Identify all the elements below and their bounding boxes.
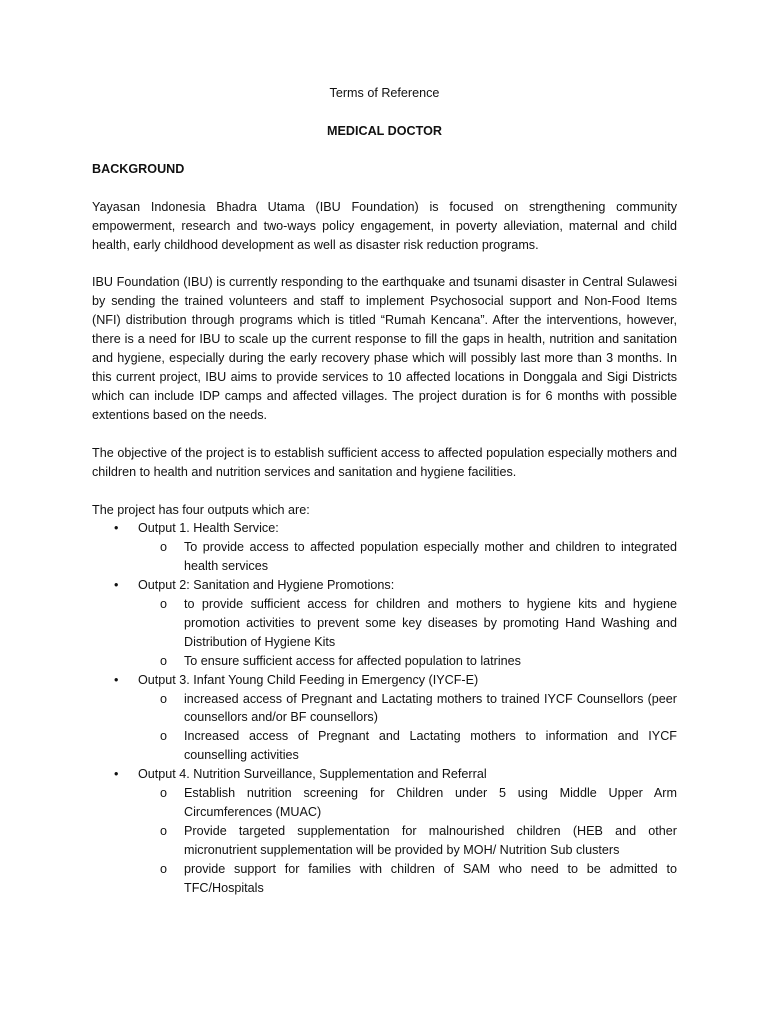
output-subitem [138,860,677,898]
output-subitem [138,690,677,728]
paragraph-outputs-intro: The project has four outputs which are: [92,502,310,517]
sub-bullet-icon: o [160,786,168,801]
document-subtitle: MEDICAL DOCTOR [327,123,442,138]
output-subitem-text: Establish nutrition screening for Children under 5 using Middle Upper Arm Circumferences (MUAC) [184,786,677,819]
document-title: Terms of Reference [329,86,440,100]
output-item [92,576,677,671]
output-subitem-text: To provide access to affected population especially mother and children to integrated health services [184,540,677,574]
output-item [92,765,677,897]
output-subitems [138,784,677,897]
output-label: Output 2: Sanitation and Hygiene Promotions: [138,578,395,593]
output-label: Output 3. Infant Young Child Feeding in Emergency (IYCF-E) [138,672,479,687]
output-subitem [138,784,677,822]
output-subitems [138,538,677,576]
bullet-icon: • [114,767,119,782]
output-item [92,519,677,576]
output-subitem-text: to provide sufficient access for children and mothers to hygiene kits and hygiene promotion activities to prevent some key diseases by promoting Hand Washing and Distribution of Hygiene Kits [184,597,677,649]
sub-bullet-icon: o [160,597,168,612]
output-item [92,671,677,766]
sub-bullet-icon: o [160,540,168,555]
sub-bullet-icon: o [160,861,168,876]
output-subitem [138,595,677,652]
output-subitem-text: provide support for families with children of SAM who need to be admitted to TFC/Hospitals [184,861,677,895]
output-subitem [138,822,677,860]
document-page [92,84,677,898]
bullet-icon: • [114,578,119,593]
sub-bullet-icon: o [160,823,168,838]
output-subitem [138,538,677,576]
sub-bullet-icon: o [160,653,168,668]
outputs-list [92,519,677,897]
output-subitems [138,690,677,766]
output-label: Output 1. Health Service: [138,521,279,536]
output-label: Output 4. Nutrition Surveillance, Supplementation and Referral [138,767,487,782]
paragraph-ibu-intro: Yayasan Indonesia Bhadra Utama (IBU Foundation) is focused on strengthening community empowerment, research and two-ways policy engagement, in poverty alleviation, maternal and child health, early childhood development as well as disaster risk reduction programs. [92,199,677,252]
sub-bullet-icon: o [160,691,168,706]
output-subitem-text: increased access of Pregnant and Lactating mothers to trained IYCF Counsellors (peer counsellors and/or BF counsellors) [184,691,677,725]
output-subitem [138,727,677,765]
output-subitem-text: Provide targeted supplementation for malnourished children (HEB and other micronutrient supplementation will be provided by MOH/ Nutrition Sub clusters [184,823,677,857]
paragraph-objective: The objective of the project is to establish sufficient access to affected population especially mothers and children to health and nutrition services and sanitation and hygiene facilities. [92,445,677,479]
section-heading-background: BACKGROUND [92,161,185,176]
bullet-icon: • [114,672,119,687]
paragraph-ibu-response: IBU Foundation (IBU) is currently responding to the earthquake and tsunami disaster in Central Sulawesi by sending the trained volunteers and staff to implement Psychosocial support and Non-Food Items (NFI) distribution through programs which is titled “Rumah Kencana”. After the interventions, however, there is a need for IBU to scale up the current response to fill the gaps in health, nutrition and sanitation and hygiene, especially during the early recovery phase which will possibly last more than 3 months. In this current project, IBU aims to provide services to 10 affected locations in Donggala and Sigi Districts which can include IDP camps and affected villages. The project duration is for 6 months with possible extentions based on the needs. [92,275,677,422]
output-subitem-text: Increased access of Pregnant and Lactating mothers to information and IYCF counselling activities [184,729,677,763]
bullet-icon: • [114,521,119,536]
output-subitems [138,595,677,671]
output-subitem-text: To ensure sufficient access for affected population to latrines [184,653,521,668]
output-subitem [138,652,677,671]
sub-bullet-icon: o [160,729,168,744]
